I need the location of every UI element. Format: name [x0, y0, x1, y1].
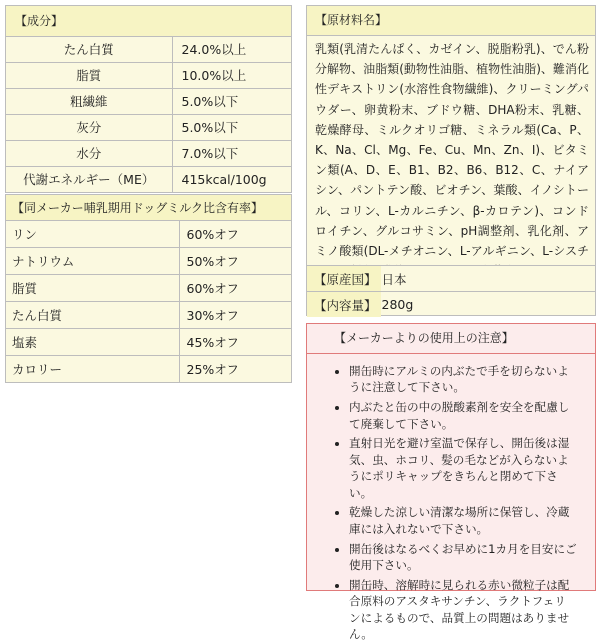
volume-value: 280g: [381, 297, 414, 312]
table-row: [6, 114, 291, 140]
table-row: [6, 36, 291, 62]
comparison-table: [5, 194, 292, 383]
table-row: [6, 301, 291, 328]
comparison-value: 25%オフ: [179, 355, 291, 382]
ingredients-text: 乳類(乳清たんぱく、カゼイン、脱脂粉乳)、でん粉分解物、油脂類(動物性油脂、植物性油脂)、難消化性デキストリン(水溶性食物繊維)、クリーミングパウダー、卵黄粉末、ブドウ糖、DHA粉末、乳糖、乾燥酵母、ミルクオリゴ糖、ミネラル類(Ca、P、K、Na、Cl、Mg、Fe、Cu、Mn、Zn、I)、ビタミン類(A、D、E、B1、B2、B6、B12、C、ナイアシン、パントテン酸、ビオチン、葉酸、イノシトール、コリン、L-カルニチン、β-カロテン)、コンドロイチン、グルコサミン、pH調整剤、乳化剤、アミノ酸類(DL-メチオニン、L-アルギニン、L-シスチ: [315, 42, 589, 259]
table-row: [6, 274, 291, 301]
nutrient-name: 水分: [6, 140, 172, 166]
table-row: [6, 355, 291, 382]
nutrient-value: 24.0%以上: [172, 36, 291, 62]
nutrient-table-title: 【成分】: [6, 6, 291, 36]
table-row: [6, 166, 291, 192]
nutrient-value: 5.0%以下: [172, 88, 291, 114]
table-row: [6, 328, 291, 355]
table-row: [6, 220, 291, 247]
origin-label: 【原産国】: [307, 266, 381, 291]
nutrient-value: 7.0%以下: [172, 140, 291, 166]
list-item: • 乾燥した涼しい清潔な場所に保管し、冷蔵庫には入れないで下さい。: [349, 504, 577, 537]
comparison-name: たん白質: [6, 301, 179, 328]
ingredients-panel: [306, 5, 596, 316]
caution-title: 【メーカーよりの使用上の注意】: [307, 324, 595, 354]
table-row: [6, 247, 291, 274]
comparison-name: 脂質: [6, 274, 179, 301]
comparison-value: 60%オフ: [179, 220, 291, 247]
comparison-name: リン: [6, 220, 179, 247]
comparison-value: 30%オフ: [179, 301, 291, 328]
nutrient-value: 5.0%以下: [172, 114, 291, 140]
list-item: • 直射日光を避け室温で保存し、開缶後は湿気、虫、ホコリ、髪の毛などが入らないようにポリキャップをきちんと閉めて下さい。: [349, 435, 577, 501]
list-item: • 開缶時にアルミの内ぶたで手を切らないように注意して下さい。: [349, 363, 577, 396]
nutrient-name: 脂質: [6, 62, 172, 88]
volume-row: [307, 291, 595, 317]
table-row: [6, 140, 291, 166]
comparison-name: カロリー: [6, 355, 179, 382]
volume-label: 【内容量】: [307, 292, 381, 317]
table-row: [6, 62, 291, 88]
nutrient-name: たん白質: [6, 36, 172, 62]
table-row: [6, 88, 291, 114]
nutrient-name: 代謝エネルギー（ME）: [6, 166, 172, 192]
comparison-value: 50%オフ: [179, 247, 291, 274]
origin-value: 日本: [381, 271, 407, 287]
nutrient-value: 415kcal/100g: [172, 166, 291, 192]
comparison-value: 60%オフ: [179, 274, 291, 301]
caution-panel: [306, 323, 596, 642]
nutrient-name: 灰分: [6, 114, 172, 140]
comparison-name: ナトリウム: [6, 247, 179, 274]
list-item: • 内ぶたと缶の中の脱酸素剤を安全を配慮して廃棄して下さい。: [349, 399, 577, 432]
comparison-value: 45%オフ: [179, 328, 291, 355]
nutrient-value: 10.0%以上: [172, 62, 291, 88]
origin-row: [307, 265, 595, 291]
ingredients-title: 【原材料名】: [307, 6, 595, 36]
list-item: • 開缶時、溶解時に見られる赤い微粒子は配合原料のアスタキサンチン、ラクトフェリンによるもので、品質上の問題はありません。: [349, 577, 577, 642]
list-item: • 開缶後はなるべくお早めに1カ月を目安にご使用下さい。: [349, 541, 577, 574]
comparison-name: 塩素: [6, 328, 179, 355]
nutrient-name: 粗繊維: [6, 88, 172, 114]
comparison-table-title: 【同メーカー哺乳期用ドッグミルク比含有率】: [6, 195, 291, 220]
caution-list: [307, 363, 595, 642]
nutrient-table: [5, 5, 292, 193]
